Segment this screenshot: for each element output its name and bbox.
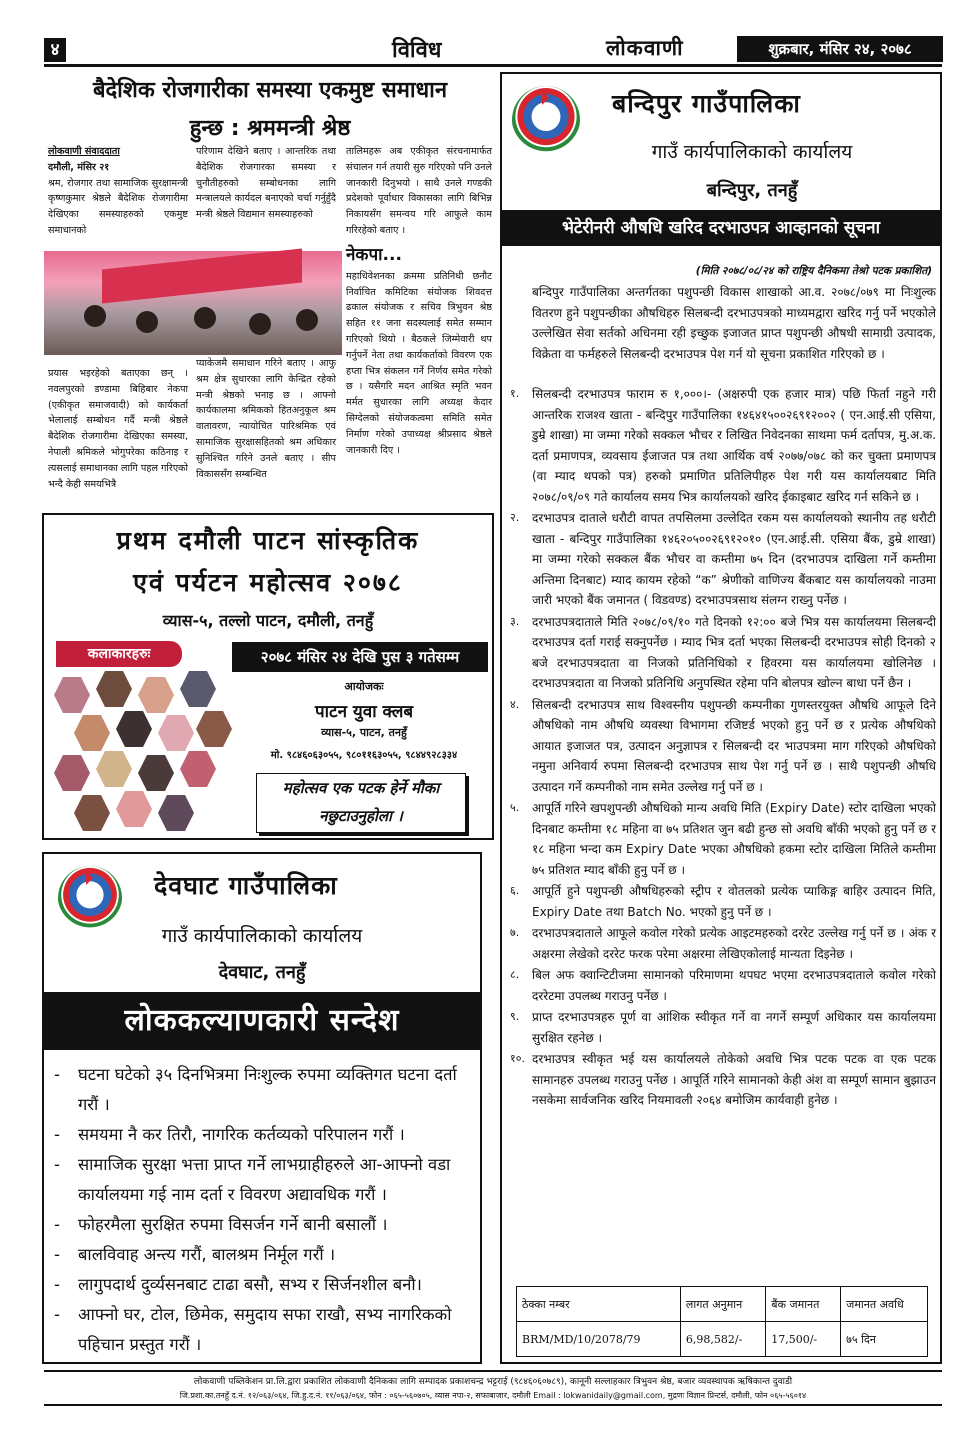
flag-icon <box>542 91 549 105</box>
photo-banner <box>102 248 302 303</box>
article-subheadline: हुन्छ : श्रममन्त्री श्रेष्ठ <box>189 116 351 141</box>
photo-person <box>194 307 216 329</box>
artists-label: कलाकारहरुः <box>56 641 182 667</box>
list-item: ६. आपूर्ति हुने पशुपन्छी औषधिहरुको स्ट्रीप र वोतलको प्रत्येक प्याकिङ्ग बाहिर उत्पादन मिति, Expiry Date तथा Batch No. भएको हुनु पर्ने छ । <box>510 884 936 919</box>
photo-person <box>249 313 271 335</box>
table-cell: ७५ दिन <box>841 1322 928 1357</box>
footer-imprint: लोकवाणी पब्लिकेशन प्रा.लि.द्वारा प्रकाशित लोकवाणी दैनिकका लागि सम्पादक प्रकाशचन्द्र भट्टराई (९८४६०६०७८९), कानूनी सल्लाहकार त्रिभुवन श्रेष्ठ, बजार व्यवस्थापक ऋषिकान्त दुवाडी <box>193 1377 793 1387</box>
organizer-label: आयोजकः <box>344 680 384 693</box>
list-item: ४. सिलबन्दी दरभाउपत्र साथ विश्वस्नीय पशुपन्छी कम्पनीका गुणस्तरयुक्त औषधि आफूले दिने औषधिको नाम औषधि व्यवस्था विभागमा रजिष्टर्ड भएको हुनु पर्ने छ र प्रत्येक औषधिको आयात इजाजत पत्र, उत्पादन अनुज्ञापत्र र सिलबन्दी दर भाउपत्रमा माग गरिएको औषधिको नमुना अनिवार्य रुपमा सिलबन्दी दरभाउपत्र साथ पेश गर्नु पर्ने छ । साथै पशुपन्छी औषधि उत्पादन गर्ने कम्पनीको नाम समेत उल्लेख गर्नु पर्ने छ । <box>510 697 936 794</box>
organizer-name: पाटन युवा क्लब <box>314 702 414 722</box>
artist-photo <box>158 715 194 751</box>
column-1-top-text: श्रम, रोजगार तथा सामाजिक सुरक्षामन्त्री कृष्णकुमार श्रेष्ठले बैदेशिक रोजगारीमा देखिएका समस्याहरुको एकमुष्ट समाधानको <box>48 177 188 236</box>
article-headline: बैदेशिक रोजगारीका समस्या एकमुष्ट समाधान <box>92 78 448 103</box>
list-item: - लागुपदार्थ दुर्व्यसनबाट टाढा बसौ, सभ्य र सिर्जनशील बनौ। <box>54 1275 422 1294</box>
artist-photo <box>180 751 216 787</box>
bandipur-banner: भेटेरीनरी औषधि खरिद दरभाउपत्र आव्हानको सूचना <box>500 210 942 246</box>
column-header: बैंक जमानत <box>766 1287 841 1322</box>
slogan-line-2: नछुटाउनुहोला । <box>319 807 403 825</box>
organizer-phones: मो. ९८४६०६३०५५, ९८०११६३०५५, ९८४४९२८३३४ <box>270 750 458 761</box>
list-item: - बालविवाह अन्त्य गरौं, बालश्रम निर्मूल गरौं । <box>54 1245 336 1264</box>
devghat-banner: लोककल्याणकारी सन्देश <box>44 992 480 1050</box>
newspaper-logo: लोकवाणी <box>606 36 684 60</box>
organizer-address: व्यास-५, पाटन, तनहुँ <box>321 726 407 739</box>
column-3-heading: नेकपा... <box>346 244 402 265</box>
byline-reporter: लोकवाणी संवाददाता <box>48 146 120 157</box>
bandipur-office: गाउँ कार्यपालिकाको कार्यालय <box>651 141 853 163</box>
header-rule <box>44 64 942 67</box>
artist-photo <box>180 671 216 707</box>
column-header: जमानत अवधि <box>841 1287 928 1322</box>
artist-photo <box>138 677 174 713</box>
list-item: ३. दरभाउपत्रदाताले मिति २०७८/०९/१० गते दिनको १२:०० बजे भित्र यस कार्यालयमा सिलबन्दी दरभाउपत्र दर्ता गराई सक्नुपर्नेछ । म्याद भित्र दर्ता भएका सिलबन्दी दरभाउपत्र सोही दिनको २ बजे दरभाउपत्रदाता वा निजको प्रतिनिधिको र हिवरमा यस कार्यालयमा खोलिनेछ । दरभाउपत्रदाता वा निजको प्रतिनिधि अनुपस्थित रहेमा पनि बोलपत्र खोल्न बाधा पर्ने छैन । <box>510 614 936 690</box>
artist-photo-collage <box>50 671 232 837</box>
devghat-location: देवघाट, तनहुँ <box>218 962 306 983</box>
table-row <box>517 1322 928 1357</box>
section-title: विविध <box>392 38 442 63</box>
bandipur-notice <box>500 72 942 1364</box>
devghat-office: गाउँ कार्यपालिकाको कार्यालय <box>161 925 363 947</box>
artist-photo <box>116 791 152 827</box>
nepal-emblem-icon <box>58 866 122 930</box>
byline-place: दमौली, मंसिर २१ <box>48 161 110 173</box>
artist-photo <box>74 715 110 751</box>
list-item: - सामाजिक सुरक्षा भत्ता प्राप्त गर्ने लाभग्राहीहरुले आ-आफ्नो वडा कार्यालयमा गई नाम दर्ता र विवरण अद्यावधिक गरौं । <box>54 1155 451 1204</box>
table-cell: 6,98,582/- <box>680 1322 765 1357</box>
column-3-bottom-text: महाधिवेशनका क्रममा प्रतिनिधी छनौट निर्वाचित कमिटिका संयोजक शिवदत्त ढकाल संयोजक र सचिव त्रिभुवन श्रेष्ठ सहित ११ जना सदस्यलाई समेत सम्मान गरिएको थियो । बैठकले जिम्मेवारी थप गर्नुपर्ने नेता तथा कार्यकर्ताको विवरण एक हप्ता भित्र संकलन गर्ने निर्णय समेत गरेको छ । यसैगरि मदन आश्रित स्मृति भवन मर्मत सुधारका लागि अध्यक्ष केदार सिग्देलको संयोजकत्वमा समिति समेत निर्माण गरेको उपाध्यक्ष श्रीप्रसाद श्रेष्ठले जानकारी दिए । <box>346 270 492 456</box>
artist-photo <box>116 711 152 747</box>
article-column-2 <box>196 144 336 223</box>
artist-photo <box>74 795 110 831</box>
list-item: ७. दरभाउपत्रदाताले आफूले कवोल गरेको प्रत्येक आइटमहरुको दररेट उल्लेख गर्नु पर्ने छ । अंक र अक्षरमा लेखेको दररेट फरक परेमा अक्षरमा लेखिएकोलाई मान्यता दिइनेछ । <box>510 926 936 961</box>
artist-photo <box>96 671 132 707</box>
table-cell: 17,500/- <box>766 1322 841 1357</box>
column-header: ठेक्का नम्बर <box>517 1287 681 1322</box>
nepal-emblem-icon <box>512 86 580 154</box>
table-header-row <box>517 1287 928 1322</box>
festival-title-line-1: प्रथम दमौली पाटन सांस्कृतिक <box>116 526 420 555</box>
flag-icon <box>86 871 93 885</box>
festival-date-range: २०७८ मंसिर २४ देखि पुस ३ गतेसम्म <box>232 642 488 672</box>
artist-photo <box>96 751 132 787</box>
devghat-message-list <box>54 1060 474 1360</box>
notice-intro: बन्दिपुर गाउँपालिका अन्तर्गतका पशुपन्छी विकास शाखाको आ.व. २०७८/०७९ मा निःशुल्क वितरण हुने पशुपन्छीका औषधिहरु सिलबन्दी दरभाउपत्रको माध्यमद्वारा खरिद गर्नु पर्ने भएकोले उल्लेखित सेवा सर्तको अधिनमा रही इच्छुक इजाजत प्राप्त पशुपन्छी औषधी सामाग्री उत्पादक, विक्रेता वा फर्महरुले सिलबन्दी दरभाउपत्र पेश गर्न यो सूचना प्रकाशित गरिएको छ । <box>532 285 936 361</box>
artist-photo <box>196 711 232 747</box>
column-1-bottom-text: प्रयास भइरहेको बताएका छन् । नवलपुरको डण्डामा बिहिबार नेकपा (एकीकृत समाजवादी) को कार्यकर्ता भेलालाई सम्बोधन गर्दै मन्त्री श्रेष्ठले बैदेशिक रोजगारीमा देखिएका समस्या, नेपाली श्रमिकले भोगुपरेका कठिनाइ र त्यसलाई समाधानका लागि पहल गरिएको भन्दै केही समयभित्रै <box>48 368 188 490</box>
festival-title-line-2: एवं पर्यटन महोत्सव २०७८ <box>133 568 403 597</box>
artist-photo <box>158 795 194 831</box>
slogan-line-1: महोत्सव एक पटक हेर्ने मौका <box>282 779 440 797</box>
festival-advert <box>42 513 494 840</box>
article-body <box>44 144 496 510</box>
publication-reference: (मिति २०७८/०८/२४ को राष्ट्रिय दैनिकमा तेश्रो पटक प्रकाशित) <box>695 265 932 277</box>
list-item: ८. बिल अफ क्वान्टिटीजमा सामानको परिमाणमा थपघट भएमा दरभाउपत्रदाताले कवोल गरेको दररेटमा उपलब्ध गराउनु पर्नेछ । <box>510 968 936 1003</box>
article-photo <box>44 251 342 355</box>
column-3-top-text: तालिमहरू अब एकीकृत संरचनामार्फत संचालन गर्न तयारी सुरु गरिएको पनि उनले जानकारी दिनुभयो । साथै उनले गण्डकी प्रदेशको पूर्वाधार विकासका लागि बिभिन्न निकायसँग समन्वय गरि आफुले काम गरिरहेको बताए । <box>346 146 492 236</box>
article-column-3 <box>346 144 492 458</box>
column-header: लागत अनुमान <box>680 1287 765 1322</box>
article-column-1 <box>48 144 188 239</box>
photo-person <box>296 309 318 331</box>
artist-photo <box>54 755 90 791</box>
table-cell: BRM/MD/10/2078/79 <box>517 1322 681 1357</box>
photo-person <box>84 305 106 327</box>
list-item: - समयमा नै कर तिरौ, नागरिक कर्तव्यको परिपालन गरौं । <box>54 1125 405 1144</box>
footer-contact: जि.प्रशा.का.तनहुँ द.नं. १२/०६३/०६४, जि.हु.द.नं. ११/०६३/०६४, फोन : ०६५-५६०७०५, व्यास नपा-२, सफाबाजार, दमौली Email : lokwanidaily@gmail.com, मुद्रणः विज्ञान प्रिन्टर्स, दमौली, फोन ०६५-५६०१४ <box>179 1391 807 1400</box>
list-item: - फोहरमैला सुरक्षित रुपमा विसर्जन गर्ने बानी बसालौं । <box>54 1215 388 1234</box>
list-item: ९. प्राप्त दरभाउपत्रहरु पूर्ण वा आंशिक स्वीकृत गर्ने वा नगर्ने सम्पूर्ण अधिकार यस कार्यालयमा सुरक्षित रहनेछ । <box>510 1010 936 1045</box>
list-item: १. सिलबन्दी दरभाउपत्र फाराम रु १,०००।- (अक्षरुपी एक हजार मात्र) पछि फिर्ता नहुने गरी आन्तरिक राजश्व खाता - बन्दिपुर गाउँपालिका १४६४१५००२६९१२००२ ( एन.आई.सी एसिया, डुम्रे शाखा) मा जम्मा गरेको सक्कल भौचर र लिखित निवेदनका साथमा फर्म दर्तापत्र, मु.अ.क. दर्ता प्रमाणपत्र, व्यवसाय ईजाजत पत्र तथा आर्थिक वर्ष २०७७/०७८ को कर चुक्ता प्रमाणपत्र (वा म्याद थपको पत्र) हरुको प्रमाणित प्रतिलिपीहरु पेश गरी यस कार्यालयबाट मिति २०७८/०९/०९ गते कार्यालय समय भित्र कार्यालयको खरिद ईकाइबाट खरिद गर्न सकिने छ । <box>510 387 936 504</box>
notice-conditions-list <box>510 384 936 1112</box>
festival-address: व्यास-५, तल्लो पाटन, दमौली, तनहुँ <box>162 611 374 630</box>
issue-date: शुक्रबार, मंसिर २४, २०७८ <box>737 36 943 62</box>
photo-person <box>136 311 158 333</box>
footer-rule <box>44 1404 942 1406</box>
column-2-bottom <box>196 356 336 482</box>
footer-rule <box>44 1370 942 1372</box>
list-item: - आफ्नो घर, टोल, छिमेक, समुदाय सफा राखौ, सभ्य नागरिकको पहिचान प्रस्तुत गरौं । <box>54 1305 452 1354</box>
list-item: ५. आपूर्ति गरिने खपशुपन्छी औषधिको मान्य अवधि मिति (Expiry Date) स्टोर दाखिला भएको दिनबाट कम्तीमा १८ महिना वा ७५ प्रतिशत जुन बढी हुन्छ सो अवधि बाँकी भएको हुनु पर्ने छ र १८ महिना भन्दा कम Expiry Date भएका औषधिको हकमा स्टोर दाखिला मितिले कम्तीमा ७५ प्रतिशत म्याद बाँकी हुनु पर्ने छ । <box>510 801 936 877</box>
bandipur-location: बन्दिपुर, तनहुँ <box>706 180 798 201</box>
list-item: - घटना घटेको ३५ दिनभित्रमा निःशुल्क रुपमा व्यक्तिगत घटना दर्ता गरौं । <box>54 1065 457 1114</box>
bandipur-title: बन्दिपुर गाउँपालिका <box>612 89 801 118</box>
festival-slogan <box>256 773 466 833</box>
devghat-title: देवघाट गाउँपालिका <box>154 871 338 900</box>
column-1-bottom <box>48 366 188 492</box>
column-2-top-text: परिणाम देखिने बताए । आन्तरिक तथा बैदेशिक रोजगारका समस्या र चुनौतीहरुको सम्बोधनका लागि मन्त्रालयले कार्यदल बनाएको चर्चा गर्नुहुँदै मन्त्री श्रेष्ठले विद्यमान समस्याहरुको <box>196 146 336 221</box>
tender-table <box>516 1286 928 1357</box>
column-2-bottom-text: प्याकेजमै समाधान गरिने बताए । आफु श्रम क्षेत्र सुधारका लागि केन्द्रित रहेको मन्त्री श्रेष्ठको भनाइ छ । आफ्नो कार्यकालमा श्रमिकको हितअनुकूल श्रम वातावरण, न्यायोचित पारिश्रमिक एवं सामाजिक सुरक्षासहितको श्रम अधिकार सुनिश्चित गरिने उनले बताए । सीप विकाससँग सम्बन्धित <box>196 358 336 480</box>
artist-photo <box>54 677 90 713</box>
devghat-notice <box>42 852 482 1364</box>
page-number: ४ <box>44 38 66 62</box>
list-item: २. दरभाउपत्र दाताले धरौटी वापत तपसिलमा उल्लेदित रकम यस कार्यालयको स्थानीय तह धरौटी खाता - बन्दिपुर गाउँपालिका १४६२०५००२६९१२०१० (एन.आई.सी. एसिया बैंक, डुम्रे शाखा) मा जम्मा गरेको सक्कल बैंक भौचर वा कम्तीमा ७५ दिन (दरभाउपत्र दाखिला गर्ने कम्तीमा अन्तिमा दिनबाट) म्याद कायम रहेको “क” श्रेणीको वाणिज्य बैंकबाट यस कार्यालयको नाउमा जारी भएको बैंक जमानत ( विडवण्ड) दरभाउपत्रसाथ संलग्न राख्नु पर्नेछ । <box>510 511 936 607</box>
list-item: १०. दरभाउपत्र स्वीकृत भई यस कार्यालयले तोकेको अवधि भित्र पटक पटक वा एक पटक सामानहरु उपलब्ध गराउनु पर्नेछ । आपूर्ति गरिने सामानको केही अंश वा सम्पूर्ण सामान बुझाउन नसकेमा सार्वजनिक खरिद नियमावली २०६४ बमोजिम कार्यवाही हुनेछ । <box>510 1052 936 1107</box>
artist-photo <box>138 755 174 791</box>
